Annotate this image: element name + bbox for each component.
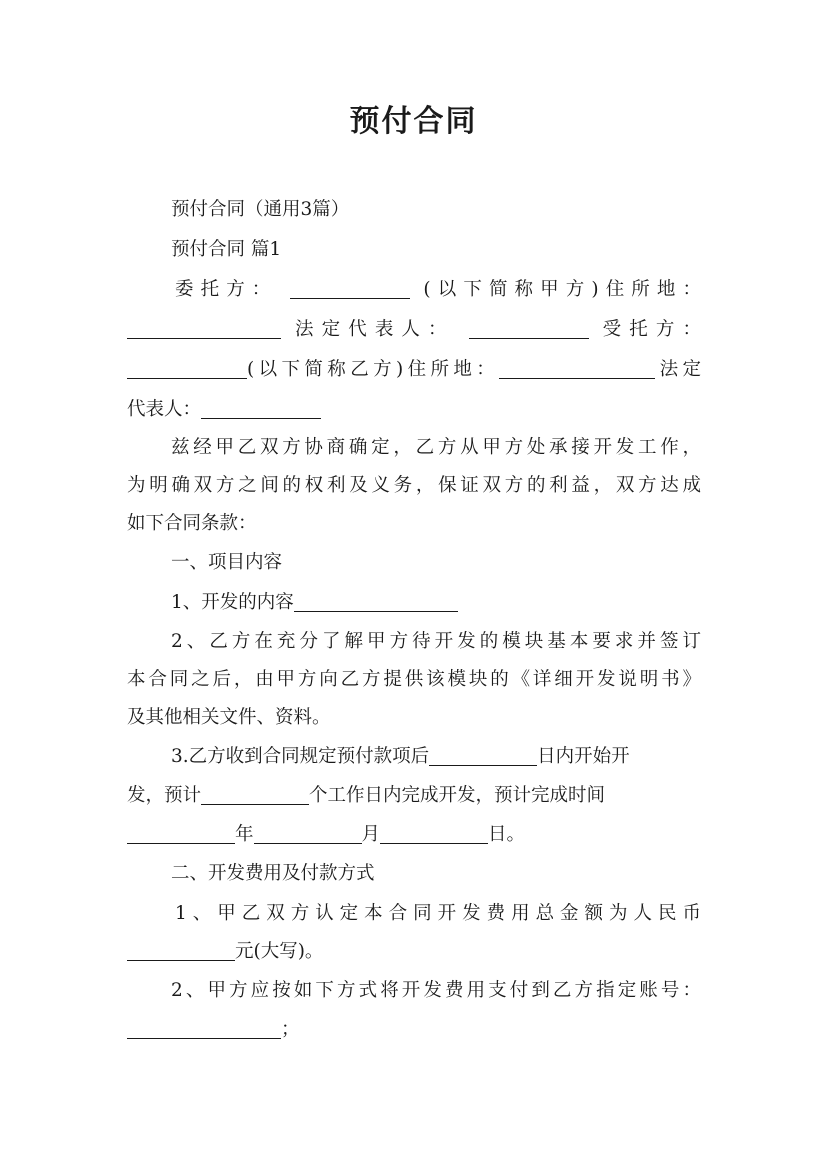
agent-suffix: (以下简称乙方)住所地：	[247, 359, 500, 380]
section-heading-line	[171, 854, 701, 894]
section-heading-text: 二、开发费用及付款方式	[171, 863, 375, 884]
clause-line	[127, 1010, 701, 1050]
day-blank[interactable]	[380, 821, 488, 844]
clause-text: 日内开始开	[537, 746, 630, 767]
amount-blank[interactable]	[127, 938, 235, 961]
clause-text: 发，预计	[127, 785, 202, 806]
legal-rep-line	[127, 310, 701, 350]
principal-suffix: (以下简称甲方)住所地：	[423, 279, 702, 300]
clause-line	[171, 622, 701, 662]
clause-text: 元(大写)。	[235, 941, 324, 962]
address-b-blank[interactable]	[499, 356, 655, 379]
legal-rep-b-label-start: 法定	[655, 359, 701, 380]
start-days-blank[interactable]	[429, 743, 537, 766]
clause-text: 2、乙方在充分了解甲方待开发的模块基本要求并签订	[171, 631, 701, 652]
clause-text: 及其他相关文件、资料。	[127, 707, 331, 728]
clause-line	[171, 971, 701, 1011]
year-label: 年	[235, 824, 254, 845]
clause-text: ；	[281, 1019, 300, 1040]
paragraph-text: 如下合同条款：	[127, 513, 257, 534]
section-heading-line	[171, 543, 701, 583]
work-days-blank[interactable]	[201, 782, 309, 805]
address-a-blank[interactable]	[127, 316, 281, 339]
section-heading-text: 预付合同 篇1	[171, 239, 282, 260]
day-label: 日。	[488, 824, 526, 845]
principal-blank[interactable]	[290, 276, 410, 299]
clause-line	[127, 776, 701, 816]
year-blank[interactable]	[127, 821, 235, 844]
clause-text: 3.乙方收到合同规定预付款项后	[171, 746, 430, 767]
paragraph-text: 兹经甲乙双方协商确定，乙方从甲方处承接开发工作，	[171, 437, 701, 458]
paragraph-line	[127, 504, 701, 544]
clause-line	[127, 698, 701, 738]
clause-text: 1、开发的内容	[171, 592, 294, 613]
account-blank[interactable]	[127, 1016, 281, 1039]
month-blank[interactable]	[254, 821, 362, 844]
document-title: 预付合同	[349, 104, 478, 139]
legal-rep-a-blank[interactable]	[469, 316, 589, 339]
legal-rep-b-label: 代表人：	[127, 399, 202, 420]
content-blank[interactable]	[294, 589, 458, 612]
section-heading-text: 一、项目内容	[171, 552, 283, 573]
clause-text: 1、甲乙双方认定本合同开发费用总金额为人民币	[175, 903, 701, 924]
section-heading-line	[171, 230, 701, 270]
month-label: 月	[361, 824, 381, 845]
clause-text: 个工作日内完成开发，预计完成时间	[309, 785, 606, 806]
legal-rep-b-line	[127, 390, 701, 430]
paragraph-line	[171, 428, 701, 468]
agent-line	[127, 350, 701, 390]
clause-line	[171, 583, 701, 623]
paragraph-line	[127, 466, 701, 506]
clause-text: 2、甲方应按如下方式将开发费用支付到乙方指定账号：	[171, 980, 701, 1001]
agent-label: 受托方：	[602, 319, 701, 340]
clause-line	[171, 737, 701, 777]
clause-line	[127, 660, 701, 700]
legal-rep-label: 法定代表人：	[295, 319, 455, 340]
subtitle-line	[171, 190, 701, 230]
paragraph-text: 为明确双方之间的权利及义务，保证双方的利益，双方达成	[127, 475, 701, 496]
legal-rep-b-blank[interactable]	[201, 396, 321, 419]
agent-blank[interactable]	[127, 356, 247, 379]
subtitle-text: 预付合同（通用3篇）	[171, 199, 350, 220]
clause-text: 本合同之后，由甲方向乙方提供该模块的《详细开发说明书》	[127, 669, 701, 690]
principal-line	[175, 270, 701, 310]
date-line	[127, 815, 701, 855]
principal-label: 委托方：	[175, 279, 278, 300]
clause-line	[175, 894, 701, 934]
clause-line	[127, 932, 701, 972]
